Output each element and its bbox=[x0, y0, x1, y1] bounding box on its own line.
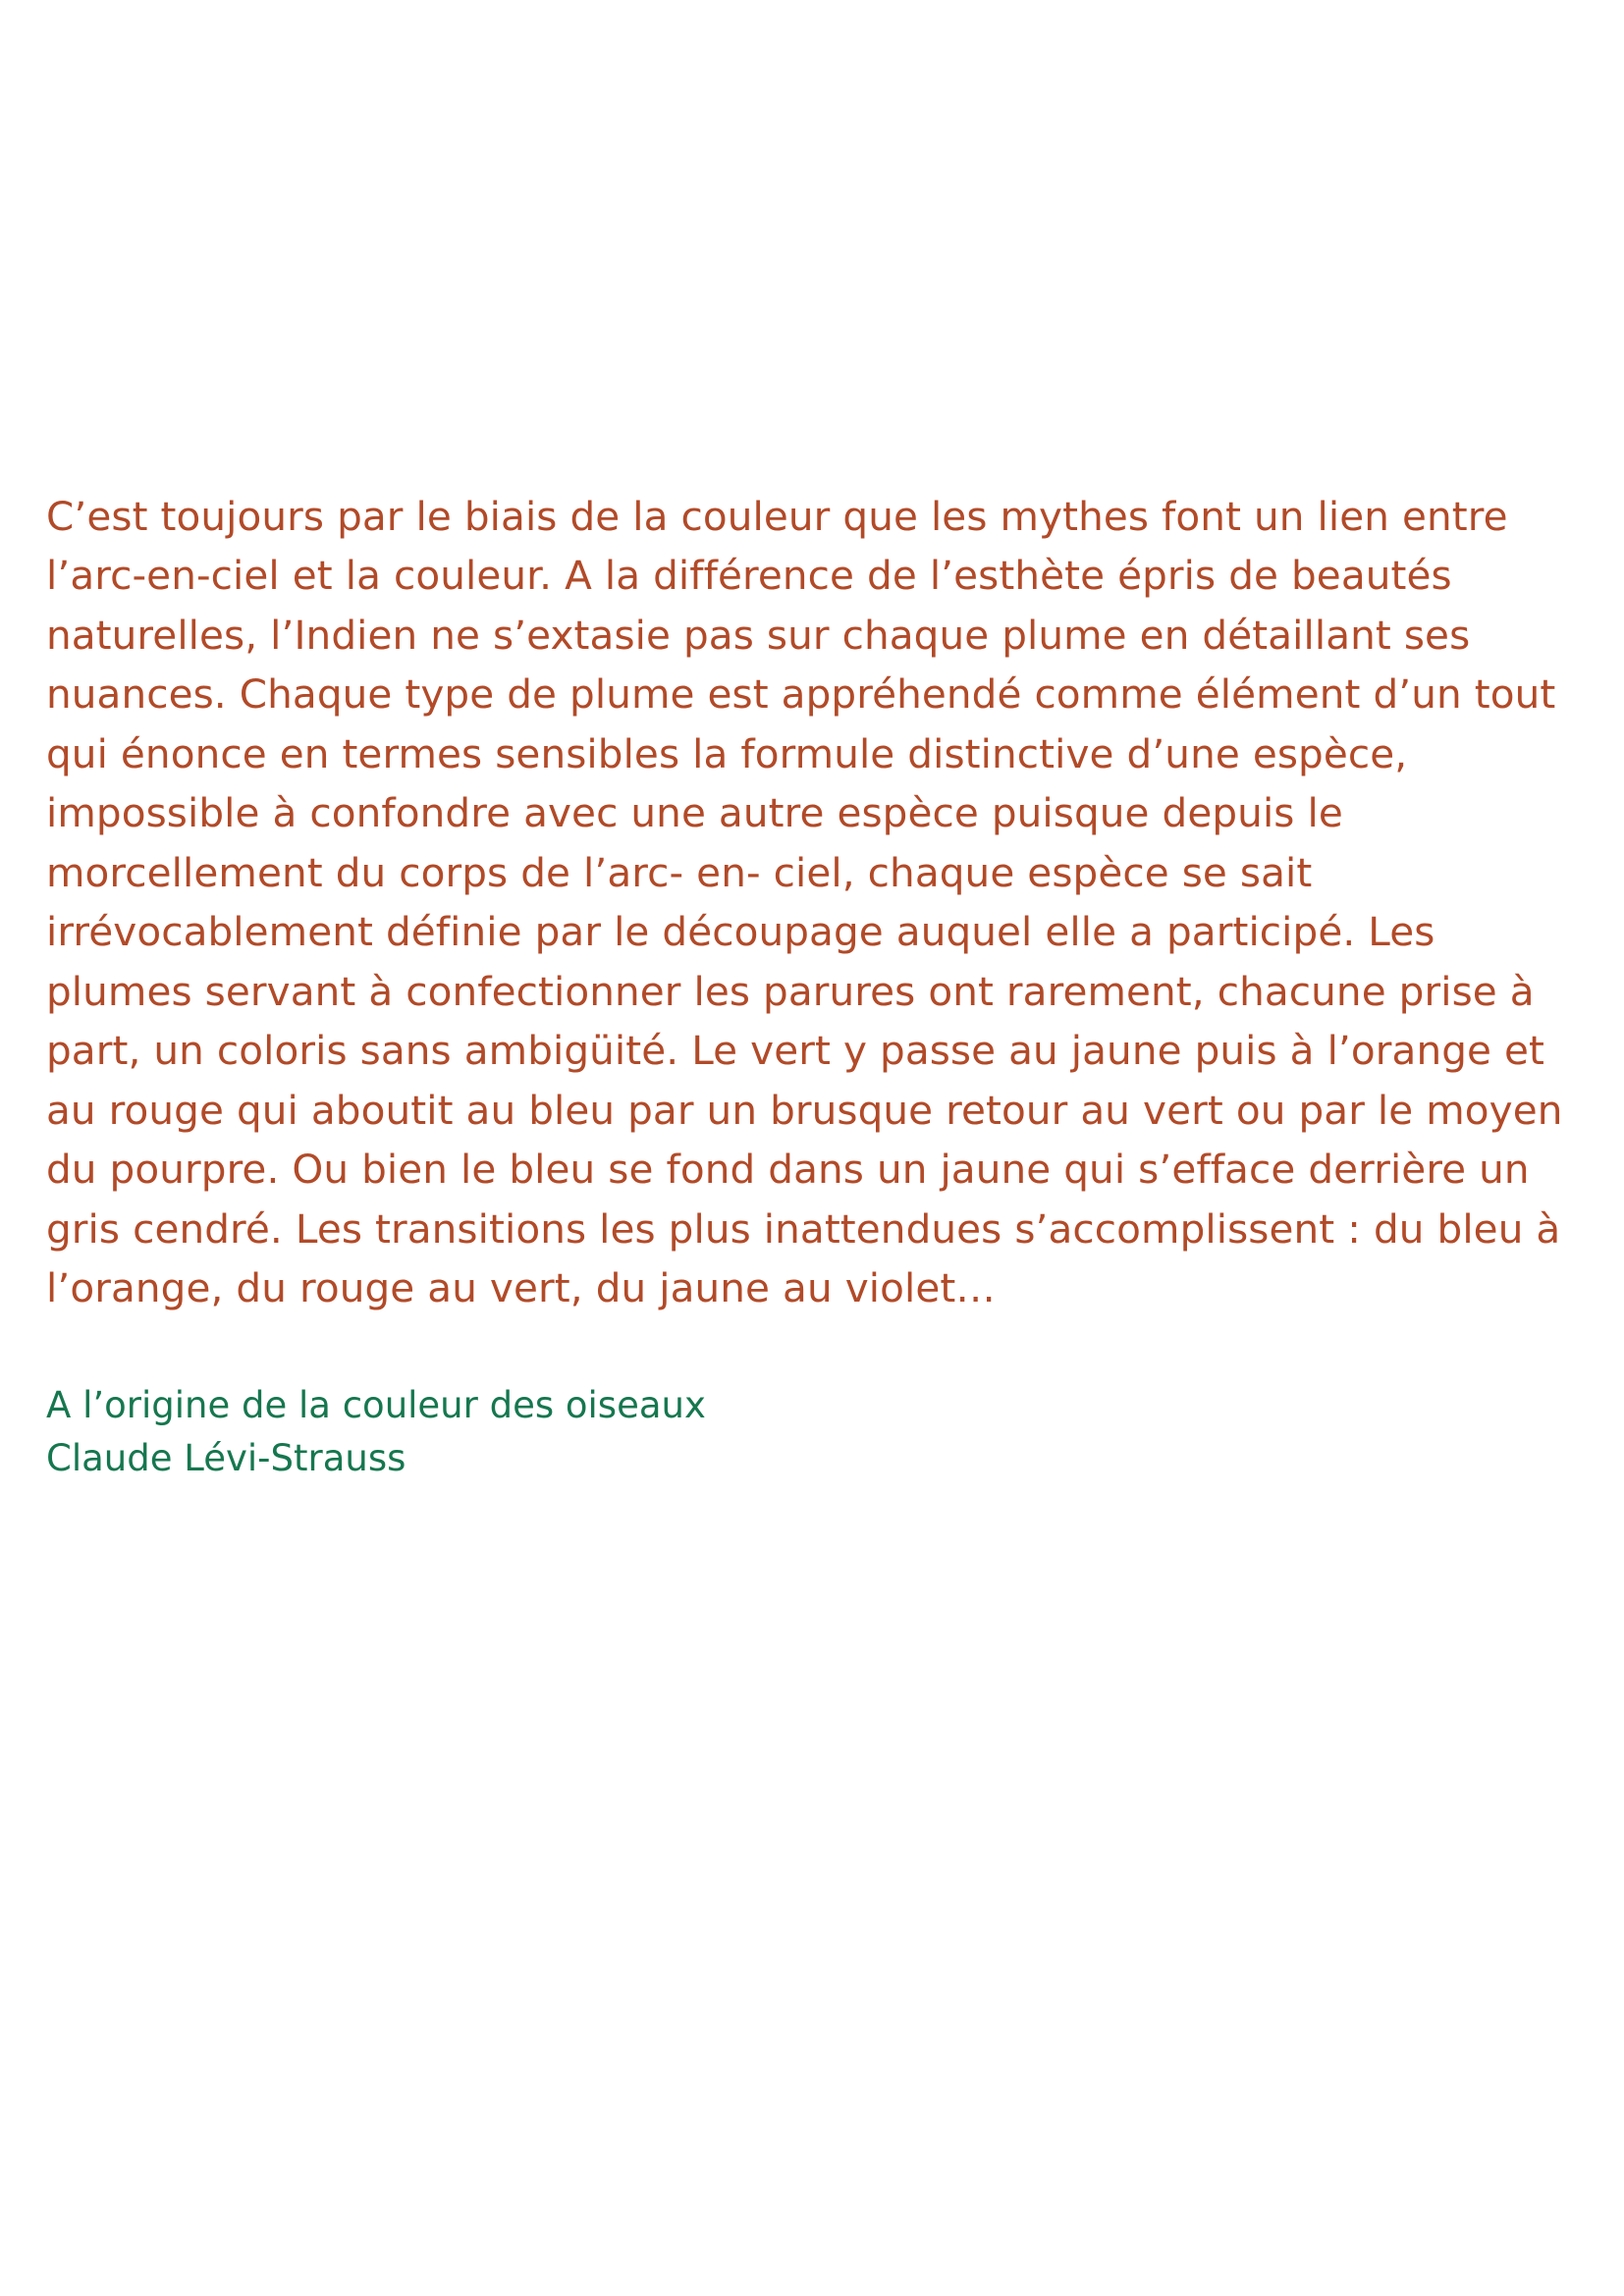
quote-paragraph: C’est toujours par le biais de la couleur que les mythes font un lien entre l’arc-en-ciel et la couleur. A la différence de l’esthète épris de beautés naturelles, l’Indien ne s’extasie pas sur chaque plume en détaillant ses nuances. Chaque type de plume est appréhendé comme élément d’un tout qui énonce en termes sensibles la formule distinctive d’une espèce, impossible à confondre avec une autre espèce puisque depuis le morcellement du corps de l’arc- en- ciel, chaque espèce se sait irrévocablement définie par le découpage auquel elle a participé. Les plumes servant à confectionner les parures ont rarement, chacune prise à part, un coloris sans ambigüité. Le vert y passe au jaune puis à l’orange et au rouge qui aboutit au bleu par un brusque retour au vert ou par le moyen du pourpre. Ou bien le bleu se fond dans un jaune qui s’efface derrière un gris cendré. Les transitions les plus inattendues s’accomplissent : du bleu à l’orange, du rouge au vert, du jaune au violet… bbox=[46, 492, 1576, 1311]
attribution-block bbox=[46, 1379, 1588, 1485]
source-title: A l’origine de la couleur des oiseaux bbox=[46, 1383, 706, 1426]
author-name: Claude Lévi-Strauss bbox=[46, 1436, 406, 1479]
text-block bbox=[46, 447, 1588, 1485]
